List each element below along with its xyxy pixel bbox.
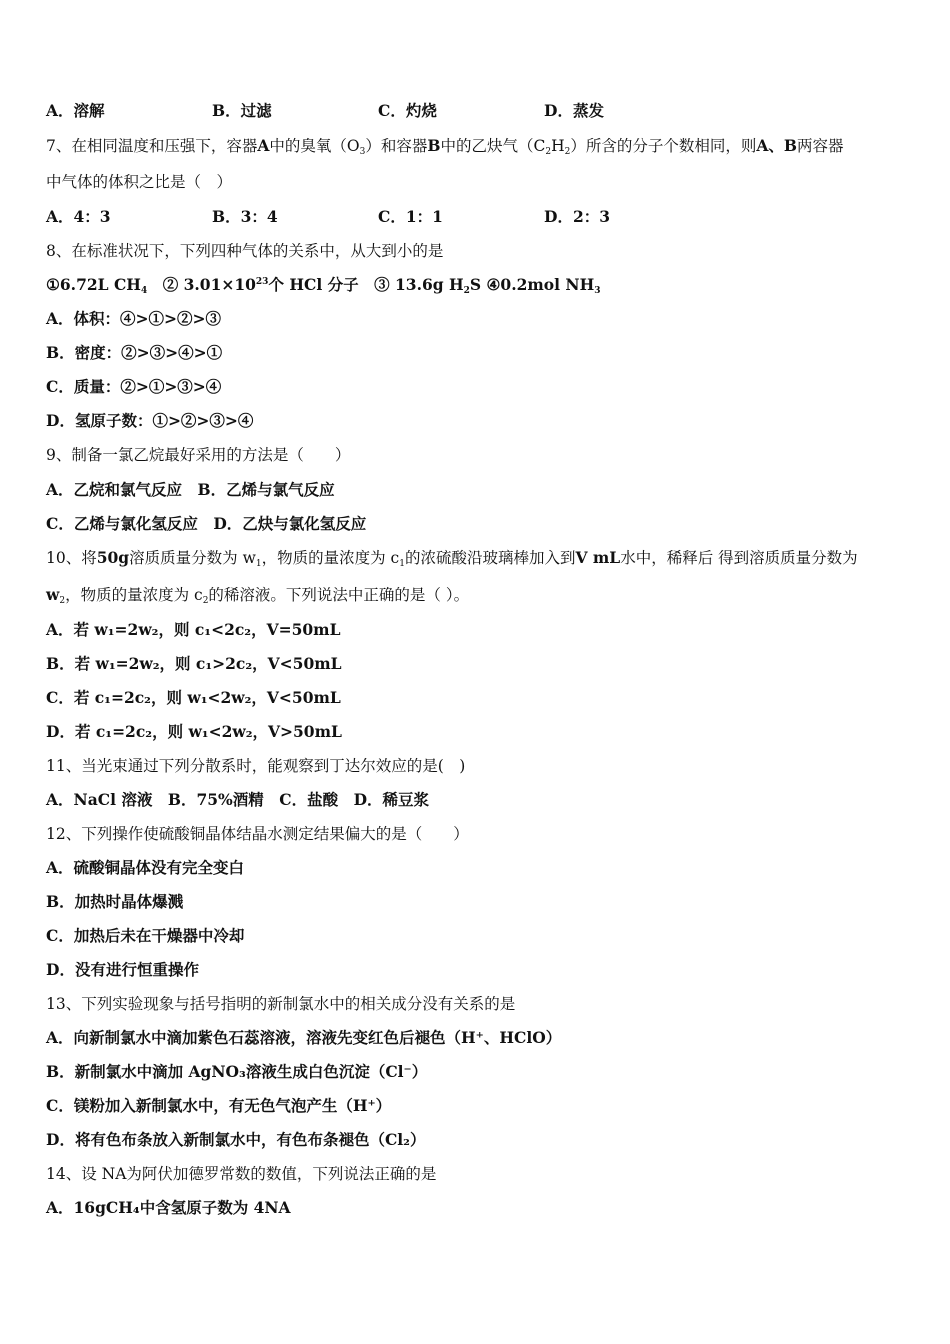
q8-option-a: A．体积：④>①>②>③ bbox=[46, 309, 221, 328]
q7-option-c: C．1：1 bbox=[378, 207, 443, 226]
q8-option-b: B．密度：②>③>④>① bbox=[46, 343, 223, 362]
q8-stem: 8、在标准状况下，下列四种气体的关系中，从大到小的是 bbox=[46, 242, 444, 260]
q7-stem-line2: 中气体的体积之比是（ ） bbox=[46, 173, 233, 191]
q8-option-d: D．氢原子数：①>②>③>④ bbox=[46, 411, 254, 430]
q7-option-d: D．2：3 bbox=[544, 207, 611, 226]
q9-options-ab: A．乙烷和氯气反应 B．乙烯与氯气反应 bbox=[46, 480, 335, 499]
q13-option-b: B．新制氯水中滴加 AgNO₃溶液生成白色沉淀（Cl⁻） bbox=[46, 1062, 428, 1081]
q14-option-a: A．16gCH₄中含氢原子数为 4NA bbox=[46, 1198, 291, 1217]
q12-option-c: C．加热后未在干燥器中冷却 bbox=[46, 926, 245, 945]
q6-option-a: A．溶解 bbox=[46, 101, 105, 120]
q13-option-c: C．镁粉加入新制氯水中，有无色气泡产生（H⁺） bbox=[46, 1096, 392, 1115]
q7-options bbox=[46, 207, 710, 227]
q6-options bbox=[46, 101, 710, 121]
q7-stem-line1: 7、在相同温度和压强下，容器A中的臭氧$(O_3)$和容器B中的乙炔气$(C_2H_2)$所含的分子个数相同，则A、B两容器 bbox=[46, 136, 844, 157]
q11-options: A．NaCl 溶液 B．75%酒精 C．盐酸 D．稀豆浆 bbox=[46, 790, 430, 809]
q8-option-c: C．质量：②>①>③>④ bbox=[46, 377, 222, 396]
q12-option-b: B．加热时晶体爆溅 bbox=[46, 892, 184, 911]
q13-option-a: A．向新制氯水中滴加紫色石蕊溶液，溶液先变红色后褪色（H⁺、HClO） bbox=[46, 1028, 562, 1047]
q12-option-d: D．没有进行恒重操作 bbox=[46, 960, 199, 979]
q7-option-a: A．4：3 bbox=[46, 207, 111, 226]
q10-option-d: D．若 c₁=2c₂，则 w₁<2w₂，V>50mL bbox=[46, 722, 342, 741]
q6-option-d: D．蒸发 bbox=[544, 101, 604, 120]
q13-stem: 13、下列实验现象与括号指明的新制氯水中的相关成分没有关系的是 bbox=[46, 995, 516, 1013]
q9-options-cd: C．乙烯与氯化氢反应 D．乙炔与氯化氢反应 bbox=[46, 514, 367, 533]
q11-stem: 11、当光束通过下列分散系时，能观察到丁达尔效应的是( ) bbox=[46, 757, 466, 775]
q7-option-b: B．3：4 bbox=[212, 207, 278, 226]
q6-option-b: B．过滤 bbox=[212, 101, 272, 120]
q10-stem-line1: 10、将50g溶质质量分数为 $w_1$，物质的量浓度为 $c_1$的浓硫酸沿玻璃棒加入到V mL水中，稀释后 得到溶质质量分数为 bbox=[46, 548, 858, 569]
q10-option-a: A．若 w₁=2w₂，则 c₁<2c₂，V=50mL bbox=[46, 620, 341, 639]
q10-option-b: B．若 w₁=2w₂，则 c₁>2c₂，V<50mL bbox=[46, 654, 342, 673]
q10-stem-line2: $w_2$，物质的量浓度为 $c_2$的稀溶液。下列说法中正确的是（ ）。 bbox=[46, 585, 470, 606]
q9-stem: 9、制备一氯乙烷最好采用的方法是（ ） bbox=[46, 446, 351, 464]
q8-items: ①6.72L $CH_4$ ② $3.01\times 10^{23}$个 HCl 分子 ③ 13.6g $H_2S$ ④0.2mol $NH_3$ bbox=[46, 275, 601, 296]
q12-stem: 12、下列操作使硫酸铜晶体结晶水测定结果偏大的是（ ） bbox=[46, 825, 469, 843]
q10-option-c: C．若 c₁=2c₂，则 w₁<2w₂，V<50mL bbox=[46, 688, 341, 707]
q14-stem: 14、设 NA为阿伏加德罗常数的数值，下列说法正确的是 bbox=[46, 1165, 437, 1183]
q6-option-c: C．灼烧 bbox=[378, 101, 437, 120]
q12-option-a: A．硫酸铜晶体没有完全变白 bbox=[46, 858, 245, 877]
q13-option-d: D．将有色布条放入新制氯水中，有色布条褪色（Cl₂） bbox=[46, 1130, 426, 1149]
